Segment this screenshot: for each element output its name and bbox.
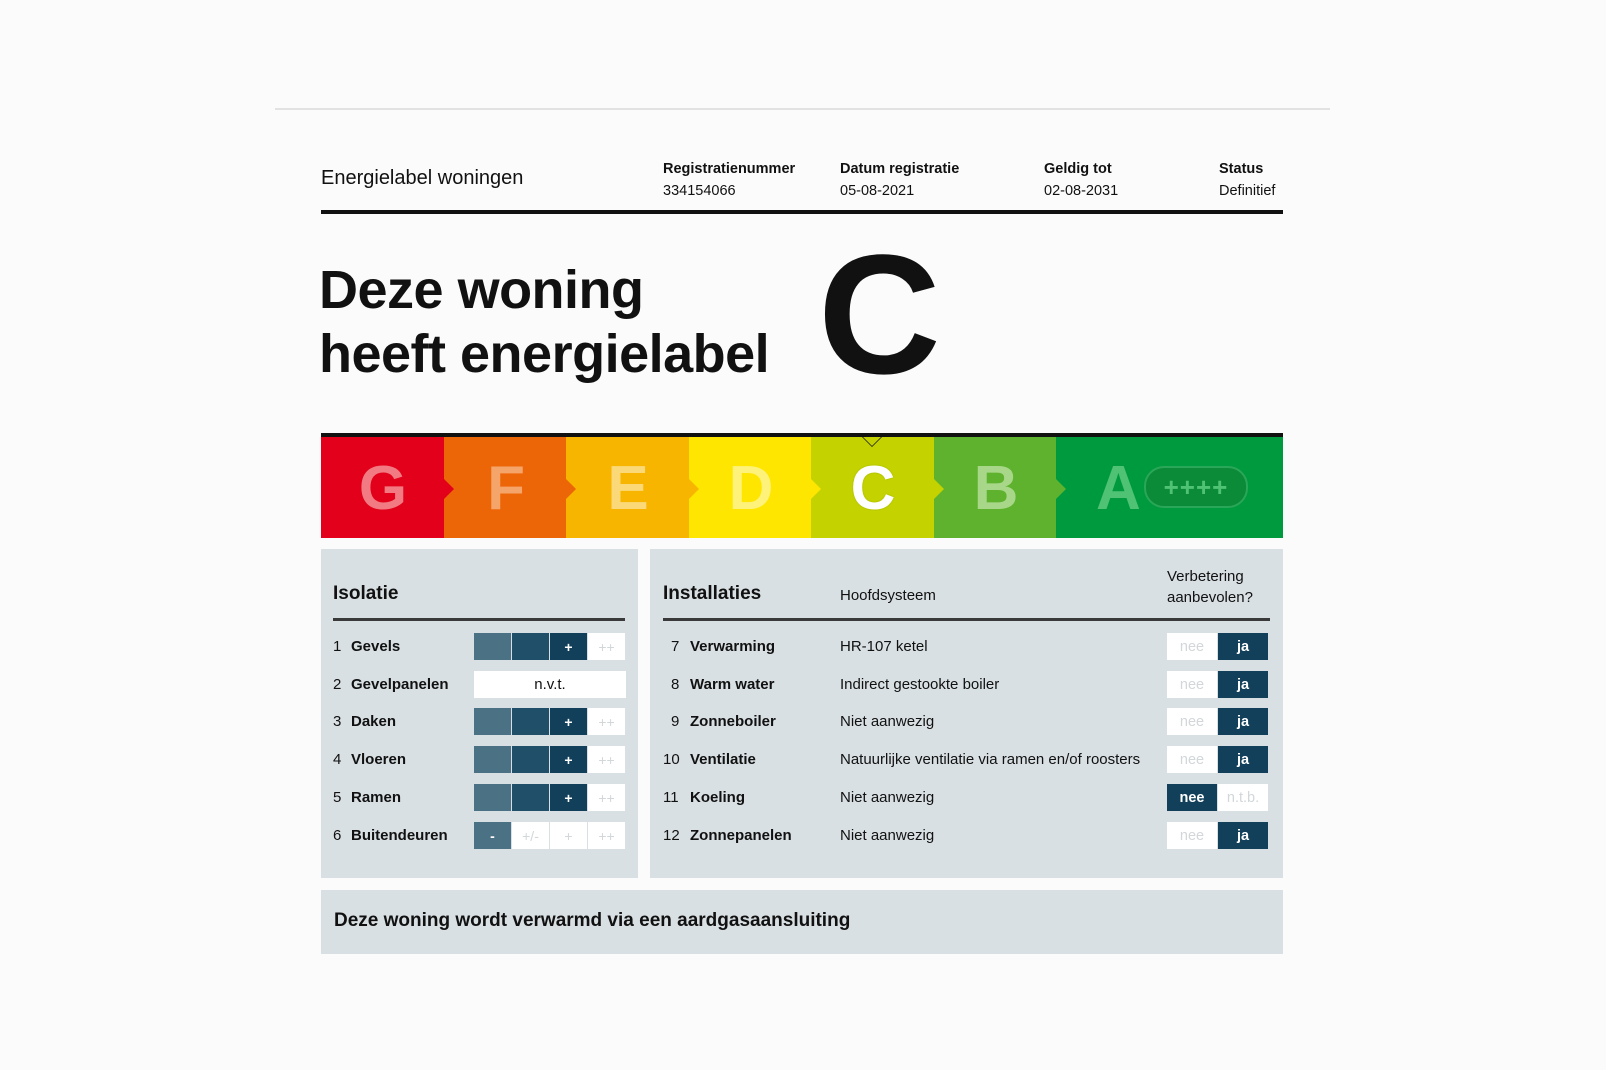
option-no: nee [1167, 822, 1217, 849]
isolatie-row [333, 633, 628, 660]
scale-class-letter: C [850, 454, 896, 523]
status-value: Definitief [1219, 183, 1276, 199]
status [1219, 158, 1275, 202]
option-yes: ja [1218, 746, 1268, 773]
registration-date-value: 05-08-2021 [840, 183, 915, 199]
isolatie-row [333, 822, 628, 849]
a-plus-badge: ++++ [1144, 466, 1248, 508]
heating-note-text: Deze woning wordt verwarmd via een aardgasaansluiting [334, 910, 851, 931]
improvement-recommended [1167, 633, 1268, 660]
scale-class-letter: D [728, 454, 774, 523]
rating-cell: +/- [512, 822, 549, 849]
rating-cell: + [550, 784, 587, 811]
rating-cell: + [550, 746, 587, 773]
column-header-improvement-line-1: Verbetering [1167, 568, 1244, 585]
row-number: 8 [671, 676, 680, 693]
improvement-recommended [1167, 708, 1268, 735]
installatie-row [663, 822, 1271, 849]
row-name: Warm water [690, 676, 775, 693]
scale-chevron [934, 479, 944, 499]
option-no: nee [1167, 671, 1217, 698]
row-name: Koeling [690, 789, 745, 806]
insulation-rating [474, 746, 625, 773]
option-yes: ja [1218, 633, 1268, 660]
row-name: Daken [351, 713, 397, 730]
main-system: Niet aanwezig [840, 827, 935, 844]
scale-class-letter: F [487, 454, 525, 523]
rating-cell: + [550, 633, 587, 660]
main-system: Indirect gestookte boiler [840, 676, 1000, 693]
document-title: Energielabel woningen [321, 167, 524, 189]
scale-class-letter: E [607, 454, 649, 523]
isolatie-title: Isolatie [333, 583, 399, 604]
isolatie-row [333, 708, 628, 735]
scale-chevron [1056, 479, 1066, 499]
column-header-improvement-line-2: aanbevolen? [1167, 589, 1253, 606]
main-system: Natuurlijke ventilatie via ramen en/of roosters [840, 751, 1141, 768]
improvement-recommended [1167, 671, 1268, 698]
installatie-row [663, 633, 1271, 660]
registration-number-value: 334154066 [663, 183, 736, 199]
rating-cell [474, 746, 511, 773]
row-number: 6 [333, 827, 342, 844]
registration-number [663, 158, 795, 202]
option-no: nee [1167, 746, 1217, 773]
scale-chevron [566, 479, 576, 499]
rating-cell: ++ [588, 633, 625, 660]
row-name: Ramen [351, 789, 402, 806]
document-header [321, 150, 1283, 214]
row-number: 12 [663, 827, 680, 844]
current-class-pointer-inner [863, 437, 881, 446]
installatie-row [663, 784, 1271, 811]
top-divider [275, 108, 1330, 110]
status-label: Status [1219, 161, 1264, 177]
main-system: Niet aanwezig [840, 713, 935, 730]
isolatie-panel [321, 549, 638, 878]
rating-cell [474, 633, 511, 660]
rating-cell: ++ [588, 746, 625, 773]
isolatie-row [333, 671, 628, 698]
scale-chevron [444, 479, 454, 499]
energy-label-scale [321, 433, 1283, 538]
main-system: Niet aanwezig [840, 789, 935, 806]
rating-cell: ++ [588, 822, 625, 849]
improvement-recommended [1167, 822, 1268, 849]
row-name: Zonneboiler [690, 713, 776, 730]
scale-class-d [689, 437, 813, 538]
rating-cell [474, 784, 511, 811]
rating-cell [512, 633, 549, 660]
row-number: 3 [333, 713, 342, 730]
scale-class-f [444, 437, 568, 538]
insulation-rating [474, 822, 625, 849]
registration-date-label: Datum registratie [840, 161, 960, 177]
row-number: 10 [663, 751, 680, 768]
scale-class-letter: A [1096, 454, 1141, 523]
row-name: Vloeren [351, 751, 407, 768]
installaties-title: Installaties [663, 583, 762, 604]
scale-chevron [689, 479, 699, 499]
row-name: Gevels [351, 638, 401, 655]
improvement-recommended [1167, 746, 1268, 773]
row-number: 4 [333, 751, 342, 768]
rating-cell [474, 708, 511, 735]
installatie-row [663, 708, 1271, 735]
rating-cell [512, 708, 549, 735]
energy-label-letter: C [818, 220, 941, 410]
registration-number-label: Registratienummer [663, 161, 796, 177]
headline-line-2: heeft energielabel [319, 324, 770, 384]
insulation-rating [474, 784, 625, 811]
row-number: 2 [333, 676, 342, 693]
insulation-rating [474, 633, 625, 660]
row-name: Zonnepanelen [690, 827, 792, 844]
not-applicable-value: n.v.t. [474, 671, 626, 698]
registration-date [840, 158, 959, 202]
row-number: 9 [671, 713, 680, 730]
scale-class-c [811, 437, 935, 538]
row-name: Verwarming [690, 638, 776, 655]
valid-until-label: Geldig tot [1044, 161, 1112, 177]
option-yes: ja [1218, 822, 1268, 849]
row-name: Gevelpanelen [351, 676, 449, 693]
option-yes: ja [1218, 708, 1268, 735]
row-number: 11 [663, 789, 679, 806]
valid-until-value: 02-08-2031 [1044, 183, 1119, 199]
option-no: nee [1167, 784, 1217, 811]
isolatie-row [333, 746, 628, 773]
row-number: 7 [671, 638, 680, 655]
option-no: nee [1167, 708, 1217, 735]
isolatie-row [333, 784, 628, 811]
row-number: 1 [333, 638, 342, 655]
isolatie-divider [333, 618, 625, 621]
headline-line-1: Deze woning [319, 260, 644, 320]
option-no: nee [1167, 633, 1217, 660]
column-header-improvement [1167, 566, 1253, 608]
rating-cell: + [550, 708, 587, 735]
installatie-row [663, 746, 1271, 773]
improvement-recommended [1167, 784, 1268, 811]
rating-cell [512, 746, 549, 773]
installaties-panel [650, 549, 1283, 878]
scale-class-letter: G [358, 454, 408, 523]
rating-cell: ++ [588, 708, 625, 735]
option-yes: n.t.b. [1218, 784, 1268, 811]
scale-chevron [811, 479, 821, 499]
scale-class-letter: B [973, 454, 1019, 523]
rating-cell [512, 784, 549, 811]
rating-cell: + [550, 822, 587, 849]
column-header-system: Hoofdsysteem [840, 587, 936, 604]
installaties-divider [663, 618, 1270, 621]
row-number: 5 [333, 789, 342, 806]
scale-class-e [566, 437, 690, 538]
headline [319, 258, 769, 386]
scale-class-g [321, 437, 445, 538]
rating-cell: ++ [588, 784, 625, 811]
scale-class-b [934, 437, 1058, 538]
installatie-row [663, 671, 1271, 698]
row-name: Buitendeuren [351, 827, 448, 844]
row-name: Ventilatie [690, 751, 756, 768]
insulation-rating [474, 708, 625, 735]
rating-cell: - [474, 822, 511, 849]
valid-until [1044, 158, 1118, 202]
heating-note [321, 890, 1283, 954]
main-system: HR-107 ketel [840, 638, 928, 655]
option-yes: ja [1218, 671, 1268, 698]
